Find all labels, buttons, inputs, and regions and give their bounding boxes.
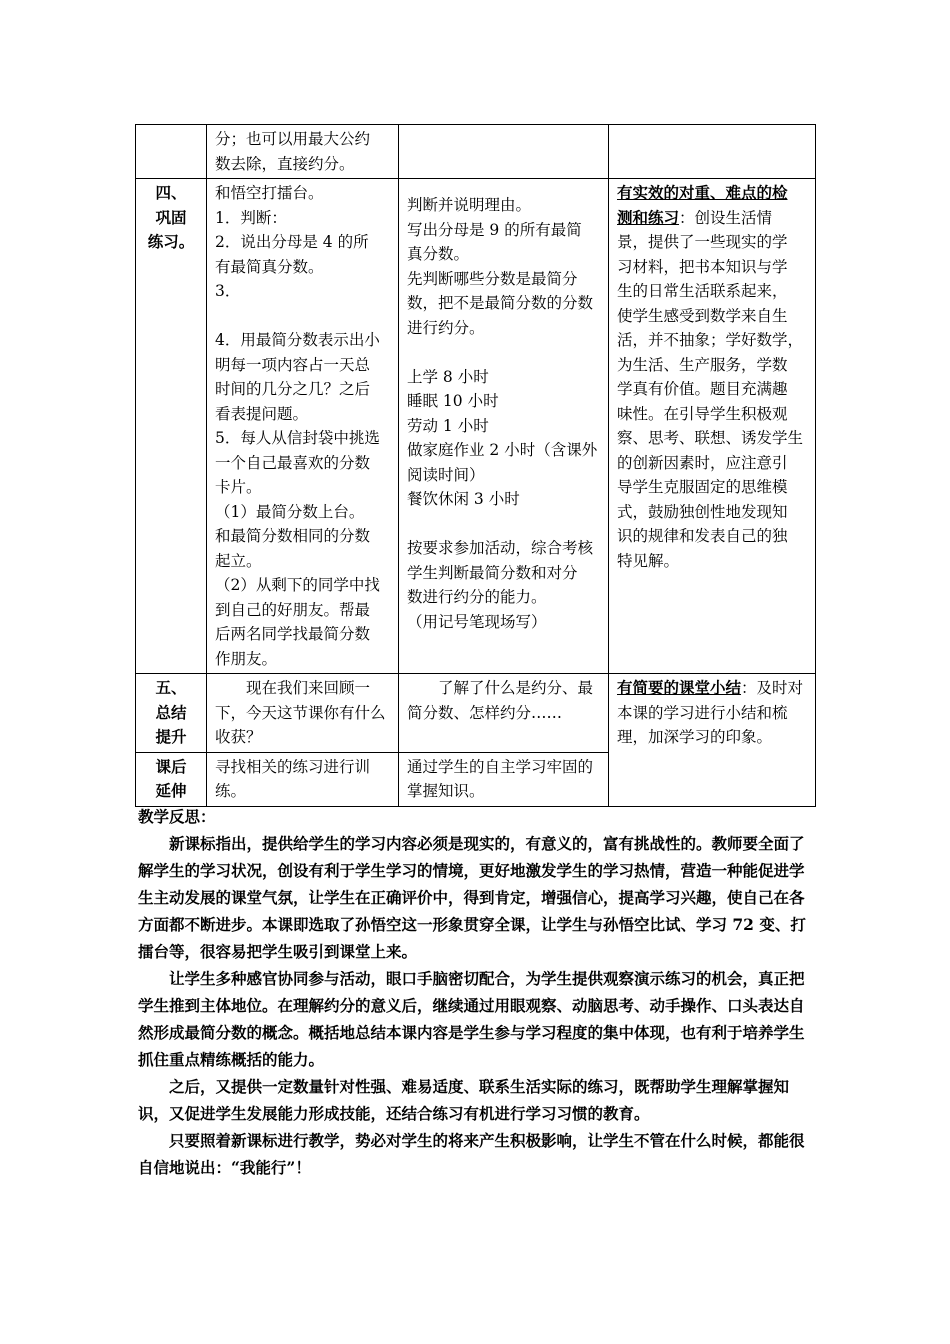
- intent-line: 使学生感受到数学来自生: [617, 306, 788, 325]
- intent-line: 景，提供了一些现实的学: [617, 233, 788, 251]
- activity-text: 现在我们来回顾一下，今天这节课你有什么收获？: [215, 679, 386, 746]
- teaching-reflection: [138, 803, 818, 1181]
- activity-line: 2．说出分母是 4 的所: [215, 233, 369, 251]
- stage-cell-extension: [136, 752, 207, 806]
- design-line: 劳动 1 小时: [407, 416, 489, 435]
- reflection-paragraph: 之后，又提供一定数量针对性强、难易适度、联系生活实际的练习，既帮助学生理解掌握知识，又促进学生发展能力形成技能，还结合练习有机进行学习习惯的教育。: [138, 1077, 790, 1123]
- table-row-summary: [136, 674, 816, 753]
- stage-line: 巩固: [155, 207, 187, 227]
- activity-line: 5．每人从信封袋中挑选: [215, 429, 380, 447]
- design-cell: [399, 125, 609, 179]
- activity-line: 和最简分数相同的分数: [215, 527, 371, 545]
- stage-cell-summary: [136, 674, 207, 753]
- design-line: （用记号笔现场写）: [407, 612, 547, 631]
- intent-text: ：创设生活情: [679, 208, 773, 227]
- activity-line: 4．用最简分数表示出小: [215, 331, 380, 349]
- design-line: 写出分母是 9 的所有最简: [407, 220, 582, 239]
- design-line: 先判断哪些分数是最简分: [407, 269, 578, 288]
- stage-line: 提升: [155, 727, 187, 746]
- activity-line: 卡片。: [215, 478, 262, 496]
- intent-cell-summary: [609, 674, 816, 807]
- intent-line: 特见解。: [617, 551, 680, 570]
- design-line: 数，把不是最简分数的分数: [407, 294, 594, 312]
- reflection-paragraph: 让学生多种感官协同参与活动，眼口手脑密切配合，为学生提供观察演示练习的机会，真正把学生推到主体地位。在理解约分的意义后，继续通过用眼观察、动脑思考、动手操作、口头表达自然形成最简分数的概念。概括地总结本课内容是学生参与学习程度的集中体现，也有利于培养学生抓住重点精练概括的能力。: [138, 969, 805, 1069]
- design-line: 阅读时间）: [407, 465, 485, 484]
- activity-line: 和悟空打擂台。: [215, 184, 324, 202]
- design-line: 按要求参加活动，综合考核: [407, 539, 594, 557]
- design-line: 真分数。: [407, 245, 470, 263]
- activity-line: 看表提问题。: [215, 404, 309, 423]
- intent-heading: 有实效的对重、难点的检: [617, 183, 788, 202]
- intent-line: 式，鼓励独创性地发现知: [617, 502, 788, 521]
- intent-line: 学真有价值。题目充满趣: [617, 380, 788, 398]
- activity-line: 分；也可以用最大公约: [215, 130, 371, 148]
- intent-heading-cont: 测和练习: [617, 207, 680, 227]
- activity-line: 后两名同学找最简分数: [215, 625, 371, 643]
- stage-cell: [136, 125, 207, 179]
- design-cell-practice: [399, 179, 609, 674]
- intent-line: 识的规律和发表自己的独: [617, 527, 788, 545]
- design-line: 学生判断最简分数和对分: [407, 563, 578, 582]
- stage-line: 总结: [155, 702, 187, 722]
- activity-line: 到自己的好朋友。帮最: [215, 600, 371, 619]
- design-line: 上学 8 小时: [407, 367, 489, 386]
- stage-line: 延伸: [155, 781, 187, 800]
- activity-cell-practice: [207, 179, 399, 674]
- intent-cell: [609, 125, 816, 179]
- activity-line: 明每一项内容占一天总: [215, 355, 371, 374]
- intent-line: 习材料，把书本知识与学: [617, 257, 788, 276]
- design-text: 了解了什么是约分、最简分数、怎样约分……: [407, 679, 594, 722]
- activity-line: （1）最简分数上台。: [215, 502, 365, 521]
- design-cell-extension: 通过学生的自主学习牢固的掌握知识。: [399, 752, 609, 806]
- lesson-plan-table: [135, 124, 816, 807]
- activity-line: [215, 304, 392, 329]
- stage-line: 四、: [155, 183, 187, 202]
- design-line: 判断并说明理由。: [407, 196, 532, 214]
- intent-line: 活，并不抽象；学好数学，: [617, 331, 804, 349]
- design-cell-summary: [399, 674, 609, 753]
- activity-cell: [207, 125, 399, 179]
- activity-line: 一个自己最喜欢的分数: [215, 453, 371, 472]
- stage-cell-practice: [136, 179, 207, 674]
- activity-line: 3．: [215, 282, 241, 300]
- intent-cell-practice: [609, 179, 816, 674]
- activity-line: 时间的几分之几？之后: [215, 380, 371, 398]
- intent-line: 为生活、生产服务，学数: [617, 355, 788, 374]
- intent-line: 的创新因素时，应注意引: [617, 453, 788, 472]
- activity-line: 1．判断：: [215, 208, 287, 227]
- intent-line: 味性。在引导学生积极观: [617, 404, 788, 423]
- activity-line: （2）从剩下的同学中找: [215, 576, 380, 594]
- design-line: [407, 340, 602, 365]
- intent-line: 察、思考、联想、诱发学生: [617, 429, 804, 447]
- design-line: 数进行约分的能力。: [407, 588, 547, 606]
- intent-line: 导学生克服固定的思维模: [617, 478, 788, 496]
- reflection-heading: 教学反思：: [138, 807, 216, 826]
- table-row-practice: [136, 179, 816, 674]
- design-line: 进行约分。: [407, 318, 485, 337]
- activity-line: 数去除，直接约分。: [215, 154, 355, 173]
- activity-line: 有最简真分数。: [215, 257, 324, 276]
- design-line: 餐饮休闲 3 小时: [407, 490, 520, 508]
- design-line: 做家庭作业 2 小时（含课外: [407, 441, 598, 459]
- activity-line: 起立。: [215, 551, 262, 570]
- reflection-paragraph: 只要照着新课标进行教学，势必对学生的将来产生积极影响，让学生不管在什么时候，都能很自信地说出：“我能行”！: [138, 1131, 805, 1177]
- table-row-continuation: [136, 125, 816, 179]
- intent-text: ：及时对本课的学习进行小结和梳理，加深学习的印象。: [617, 679, 804, 746]
- activity-cell-extension: 寻找相关的练习进行训练。: [207, 752, 399, 806]
- stage-line: 五、: [155, 678, 187, 697]
- intent-line: 生的日常生活联系起来，: [617, 282, 788, 300]
- stage-line: 课后: [155, 756, 187, 776]
- reflection-paragraph: 新课标指出，提供给学生的学习内容必须是现实的，有意义的，富有挑战性的。教师要全面了解学生的学习状况，创设有利于学生学习的情境，更好地激发学生的学习热情，营造一种能促进学生主动发展的课堂气氛，让学生在正确评价中，得到肯定，增强信心，提高学习兴趣，使自己在各方面都不断进步。本课即选取了孙悟空这一形象贯穿全课，让学生与孙悟空比试、学习 72 变、打擂台等，很容易把学生吸引到课堂上来。: [138, 834, 806, 961]
- stage-line: 练习。: [147, 232, 195, 251]
- design-line: [407, 512, 602, 537]
- intent-heading: 有简要的课堂小结: [617, 678, 742, 697]
- activity-line: 作朋友。: [215, 649, 278, 668]
- design-line: 睡眠 10 小时: [407, 392, 499, 410]
- activity-cell-summary: [207, 674, 399, 753]
